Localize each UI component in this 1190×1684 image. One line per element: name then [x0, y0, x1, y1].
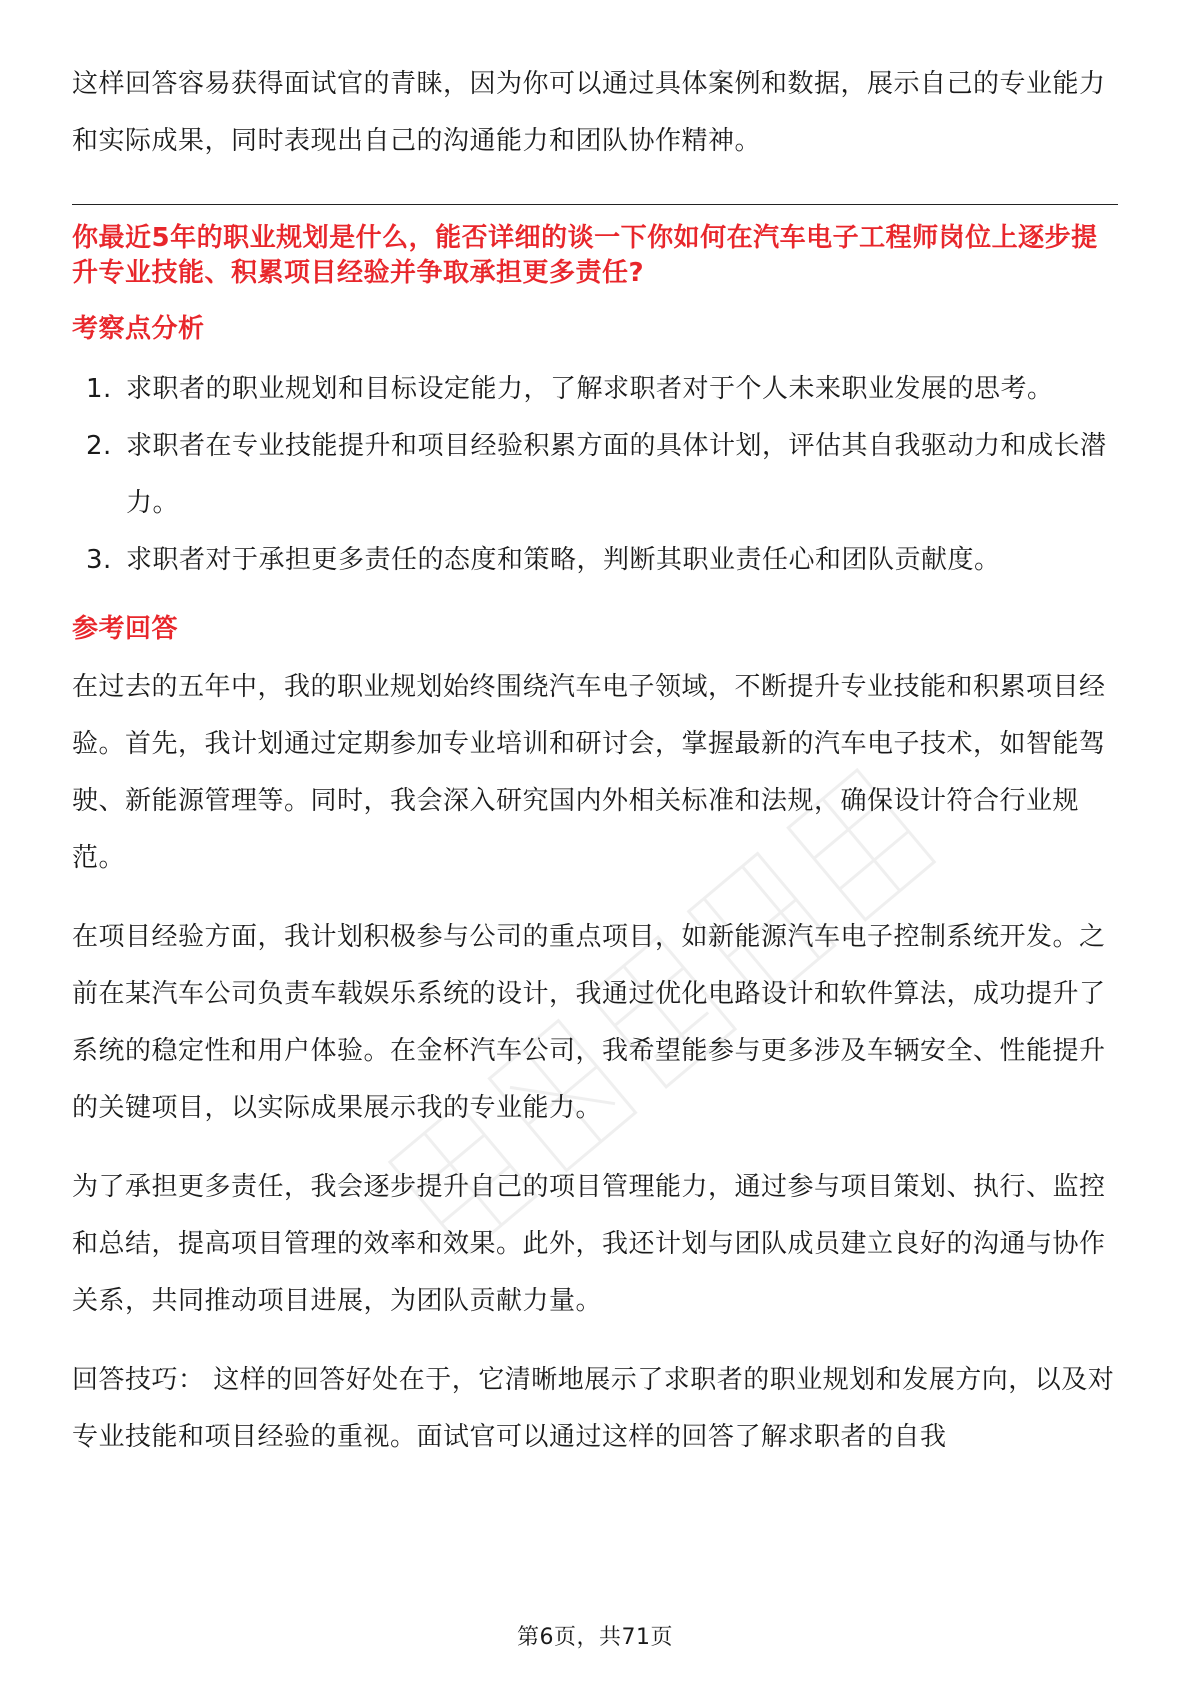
intro-paragraph: 这样回答容易获得面试官的青睐，因为你可以通过具体案例和数据，展示自己的专业能力和实际成果，同时表现出自己的沟通能力和团队协作精神。: [72, 69, 1106, 156]
interview-question: 你最近5年的职业规划是什么，能否详细的谈一下你如何在汽车电子工程师岗位上逐步提升专业技能、积累项目经验并争取承担更多责任?: [72, 223, 1098, 288]
list-item-text: 求职者的职业规划和目标设定能力，了解求职者对于个人未来职业发展的思考。: [126, 374, 1054, 404]
page-content: [72, 56, 1118, 1466]
answer-tips-paragraph: 回答技巧： 这样的回答好处在于，它清晰地展示了求职者的职业规划和发展方向，以及对专业技能和项目经验的重视。面试官可以通过这样的回答了解求职者的自我: [72, 1365, 1115, 1452]
list-item-text: 求职者在专业技能提升和项目经验积累方面的具体计划，评估其自我驱动力和成长潜力。: [126, 431, 1107, 518]
section-divider: [72, 204, 1118, 205]
analysis-heading: 考察点分析: [72, 314, 205, 344]
list-number: 1.: [86, 374, 112, 404]
list-item: [72, 361, 1118, 418]
list-item: [72, 418, 1118, 532]
answer-paragraph: 在过去的五年中，我的职业规划始终围绕汽车电子领域，不断提升专业技能和积累项目经验。首先，我计划通过定期参加专业培训和研讨会，掌握最新的汽车电子技术，如智能驾驶、新能源管理等。同时，我会深入研究国内外相关标准和法规，确保设计符合行业规范。: [72, 672, 1106, 873]
answer-paragraph: 为了承担更多责任，我会逐步提升自己的项目管理能力，通过参与项目策划、执行、监控和总结，提高项目管理的效率和效果。此外，我还计划与团队成员建立良好的沟通与协作关系，共同推动项目进展，为团队贡献力量。: [72, 1172, 1106, 1316]
answer-heading: 参考回答: [72, 614, 179, 644]
list-item-text: 求职者对于承担更多责任的态度和策略，判断其职业责任心和团队贡献度。: [126, 545, 1001, 575]
page-number-footer: 第6页，共71页: [517, 1625, 673, 1650]
list-number: 3.: [86, 545, 112, 575]
answer-paragraph: 在项目经验方面，我计划积极参与公司的重点项目，如新能源汽车电子控制系统开发。之前在某汽车公司负责车载娱乐系统的设计，我通过优化电路设计和软件算法，成功提升了系统的稳定性和用户体验。在金杯汽车公司，我希望能参与更多涉及车辆安全、性能提升的关键项目，以实际成果展示我的专业能力。: [72, 922, 1106, 1123]
list-item: [72, 532, 1118, 589]
analysis-list: [72, 361, 1118, 589]
list-number: 2.: [86, 431, 112, 461]
